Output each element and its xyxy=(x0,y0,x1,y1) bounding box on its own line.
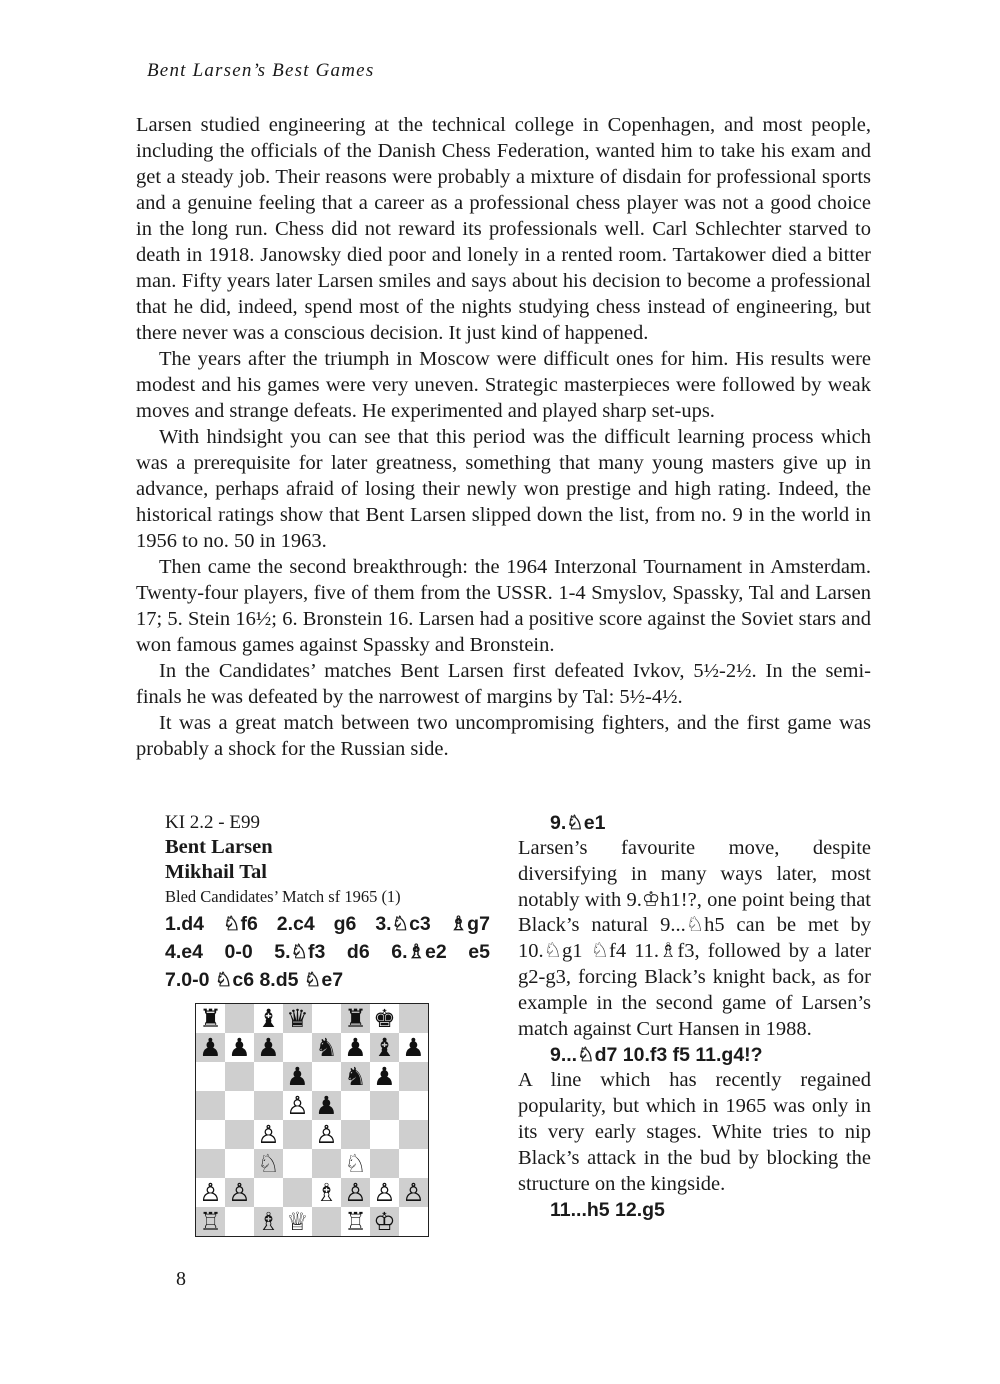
board-square xyxy=(399,1033,428,1062)
black-player: Mikhail Tal xyxy=(165,861,267,883)
white-pawn-icon: ♙ xyxy=(373,1178,396,1207)
board-square xyxy=(399,1091,428,1120)
board-square xyxy=(370,1178,399,1207)
board-square xyxy=(341,1062,370,1091)
annotation-text: A line which has recently regained popularity, but which in 1965 was only in its very early stages. White tries to nip Black’s attack in the bud by blocking the structure on the kingside. xyxy=(518,1069,871,1195)
white-pawn-icon: ♙ xyxy=(402,1178,425,1207)
board-square xyxy=(399,1149,428,1178)
paragraph: Then came the second breakthrough: the 1964 Interzonal Tournament in Amsterdam. Twenty-four players, five of them from the USSR. 1-4 Smyslov, Spassky, Tal and Larsen 17; 5. Stein 16½; 6. Bronstein 16. Larsen had a positive score against the Soviet stars and won famous games against Spassky and Bronstein. xyxy=(136,556,871,656)
move-token: 0-0 xyxy=(224,941,253,963)
chess-board-diagram xyxy=(195,1003,429,1237)
board-square xyxy=(341,1207,370,1236)
black-pawn-icon: ♟ xyxy=(286,1062,309,1091)
board-square xyxy=(225,1120,254,1149)
board-square xyxy=(312,1120,341,1149)
white-pawn-icon: ♙ xyxy=(257,1120,280,1149)
black-pawn-icon: ♟ xyxy=(373,1062,396,1091)
board-square xyxy=(254,1120,283,1149)
board-square xyxy=(312,1178,341,1207)
board-square xyxy=(225,1178,254,1207)
move-token: 6.♗e2 xyxy=(391,941,447,963)
white-pawn-icon: ♙ xyxy=(228,1178,251,1207)
board-square xyxy=(225,1004,254,1033)
board-square xyxy=(254,1178,283,1207)
board-square xyxy=(370,1033,399,1062)
board-square xyxy=(225,1149,254,1178)
board-square xyxy=(254,1091,283,1120)
white-knight-icon: ♘ xyxy=(257,1149,280,1178)
board-square xyxy=(254,1149,283,1178)
black-bishop-icon: ♝ xyxy=(257,1004,280,1033)
white-pawn-icon: ♙ xyxy=(344,1178,367,1207)
game-code: KI 2.2 - E99 xyxy=(165,812,260,833)
board-square xyxy=(370,1120,399,1149)
board-square xyxy=(312,1062,341,1091)
board-square xyxy=(370,1149,399,1178)
annotation-text: Larsen’s favourite move, despite diversifying in many ways later, most notably with 9.♔h1!?, one point being that Black’s natural 9...♘h5 can be met by 10.♘g1 ♘f4 11.♗f3, followed by a later g2-g3, forcing Black’s knight back, as for example in the second game of Larsen’s match against Curt Hansen in 1988. xyxy=(518,837,871,1040)
board-square xyxy=(312,1149,341,1178)
board-square xyxy=(283,1004,312,1033)
board-square xyxy=(283,1207,312,1236)
move-token: 3.♘c3 xyxy=(375,913,431,935)
white-rook-icon: ♖ xyxy=(344,1207,367,1236)
move-token: 1.d4 xyxy=(165,913,205,935)
black-bishop-icon: ♝ xyxy=(373,1033,396,1062)
game-header xyxy=(165,810,495,994)
move-token: ♘f6 xyxy=(222,913,258,935)
black-knight-icon: ♞ xyxy=(344,1062,367,1091)
board-square xyxy=(312,1004,341,1033)
board-square xyxy=(254,1004,283,1033)
board-square xyxy=(370,1091,399,1120)
board-square xyxy=(341,1033,370,1062)
board-square xyxy=(370,1004,399,1033)
move-token: g6 xyxy=(333,913,357,935)
board-square xyxy=(341,1091,370,1120)
black-pawn-icon: ♟ xyxy=(228,1033,251,1062)
event-info: Bled Candidates’ Match sf 1965 (1) xyxy=(165,887,401,906)
black-rook-icon: ♜ xyxy=(344,1004,367,1033)
black-pawn-icon: ♟ xyxy=(344,1033,367,1062)
move-token: 2.c4 xyxy=(276,913,315,935)
board-square xyxy=(341,1149,370,1178)
paragraph: In the Candidates’ matches Bent Larsen first defeated Ivkov, 5½-2½. In the semi-finals he was defeated by the narrowest of margins by Tal: 5½-4½. xyxy=(136,660,871,708)
board-square xyxy=(399,1120,428,1149)
move-heading: 9.♘e1 xyxy=(550,812,606,834)
board-square xyxy=(312,1033,341,1062)
board-square xyxy=(254,1062,283,1091)
board-square xyxy=(312,1091,341,1120)
board-square xyxy=(196,1207,225,1236)
board-square xyxy=(196,1120,225,1149)
board-square xyxy=(254,1033,283,1062)
move-line xyxy=(165,910,490,938)
board-square xyxy=(283,1120,312,1149)
move-token: e5 xyxy=(468,941,490,963)
running-head: Bent Larsen’s Best Games xyxy=(147,60,375,81)
move-token: ♗g7 xyxy=(449,913,490,935)
move-token: d6 xyxy=(346,941,370,963)
board-square xyxy=(399,1062,428,1091)
board-square xyxy=(196,1004,225,1033)
white-bishop-icon: ♗ xyxy=(257,1207,280,1236)
board-square xyxy=(370,1207,399,1236)
white-pawn-icon: ♙ xyxy=(286,1091,309,1120)
white-knight-icon: ♘ xyxy=(344,1149,367,1178)
black-knight-icon: ♞ xyxy=(315,1033,338,1062)
board-square xyxy=(341,1178,370,1207)
board-square xyxy=(341,1004,370,1033)
board-square xyxy=(196,1178,225,1207)
board-square xyxy=(399,1207,428,1236)
board-square xyxy=(399,1178,428,1207)
board-square xyxy=(196,1062,225,1091)
black-rook-icon: ♜ xyxy=(199,1004,222,1033)
board-square xyxy=(283,1062,312,1091)
black-pawn-icon: ♟ xyxy=(402,1033,425,1062)
board-square xyxy=(225,1207,254,1236)
white-player: Bent Larsen xyxy=(165,836,273,858)
move-token: 5.♘f3 xyxy=(274,941,326,963)
board-square xyxy=(341,1120,370,1149)
commentary xyxy=(518,810,871,1223)
move-heading: 9...♘d7 10.f3 f5 11.g4!? xyxy=(550,1044,763,1067)
black-pawn-icon: ♟ xyxy=(199,1033,222,1062)
opening-moves xyxy=(165,910,490,994)
page-number: 8 xyxy=(176,1268,186,1290)
white-pawn-icon: ♙ xyxy=(199,1178,222,1207)
black-pawn-icon: ♟ xyxy=(315,1091,338,1120)
move-token: 7.0-0 ♘c6 8.d5 ♘e7 xyxy=(165,969,344,991)
board-square xyxy=(196,1091,225,1120)
board-square xyxy=(225,1062,254,1091)
black-king-icon: ♚ xyxy=(373,1004,396,1033)
board-square xyxy=(312,1207,341,1236)
white-queen-icon: ♕ xyxy=(286,1207,309,1236)
move-heading: 11...h5 12.g5 xyxy=(550,1199,665,1222)
paragraph: With hindsight you can see that this period was the difficult learning process which was a prerequisite for later greatness, something that many young masters give up in advance, perhaps afraid of losing their newly won prestige and high rating. Indeed, the historical ratings show that Bent Larsen slipped down the list, from no. 9 in the world in 1956 to no. 50 in 1963. xyxy=(136,426,871,552)
board-square xyxy=(283,1149,312,1178)
white-pawn-icon: ♙ xyxy=(315,1120,338,1149)
move-line xyxy=(165,966,490,994)
move-line xyxy=(165,938,490,966)
paragraph: It was a great match between two uncompromising fighters, and the first game was probably a shock for the Russian side. xyxy=(136,712,871,760)
intro-text xyxy=(136,112,871,762)
white-king-icon: ♔ xyxy=(373,1207,396,1236)
board-square xyxy=(196,1149,225,1178)
board-square xyxy=(283,1178,312,1207)
board-square xyxy=(225,1091,254,1120)
move-token: 4.e4 xyxy=(165,941,203,963)
white-rook-icon: ♖ xyxy=(199,1207,222,1236)
white-bishop-icon: ♗ xyxy=(315,1178,338,1207)
board-square xyxy=(196,1033,225,1062)
board-square xyxy=(225,1033,254,1062)
paragraph: Larsen studied engineering at the technical college in Copenhagen, and most people, including the officials of the Danish Chess Federation, wanted him to take his exam and get a steady job. Their reasons were probably a mixture of disdain for professional sports and a genuine feeling that a career as a professional chess player was not a good choice in the long run. Chess did not reward its professionals well. Carl Schlechter starved to death in 1918. Janowsky died poor and lonely in a rented room. Tartakower died a bitter man. Fifty years later Larsen smiles and says about his decision to become a professional that he did, indeed, spend most of the nights studying chess instead of engineering, but there never was a conscious decision. It just kind of happened. xyxy=(136,114,871,344)
board-square xyxy=(399,1004,428,1033)
black-queen-icon: ♛ xyxy=(286,1004,309,1033)
board-square xyxy=(283,1091,312,1120)
board-square xyxy=(254,1207,283,1236)
black-pawn-icon: ♟ xyxy=(257,1033,280,1062)
board-square xyxy=(283,1033,312,1062)
board-square xyxy=(370,1062,399,1091)
paragraph: The years after the triumph in Moscow were difficult ones for him. His results were modest and his games were very uneven. Strategic masterpieces were followed by weak moves and strange defeats. He experimented and played sharp set-ups. xyxy=(136,348,871,422)
